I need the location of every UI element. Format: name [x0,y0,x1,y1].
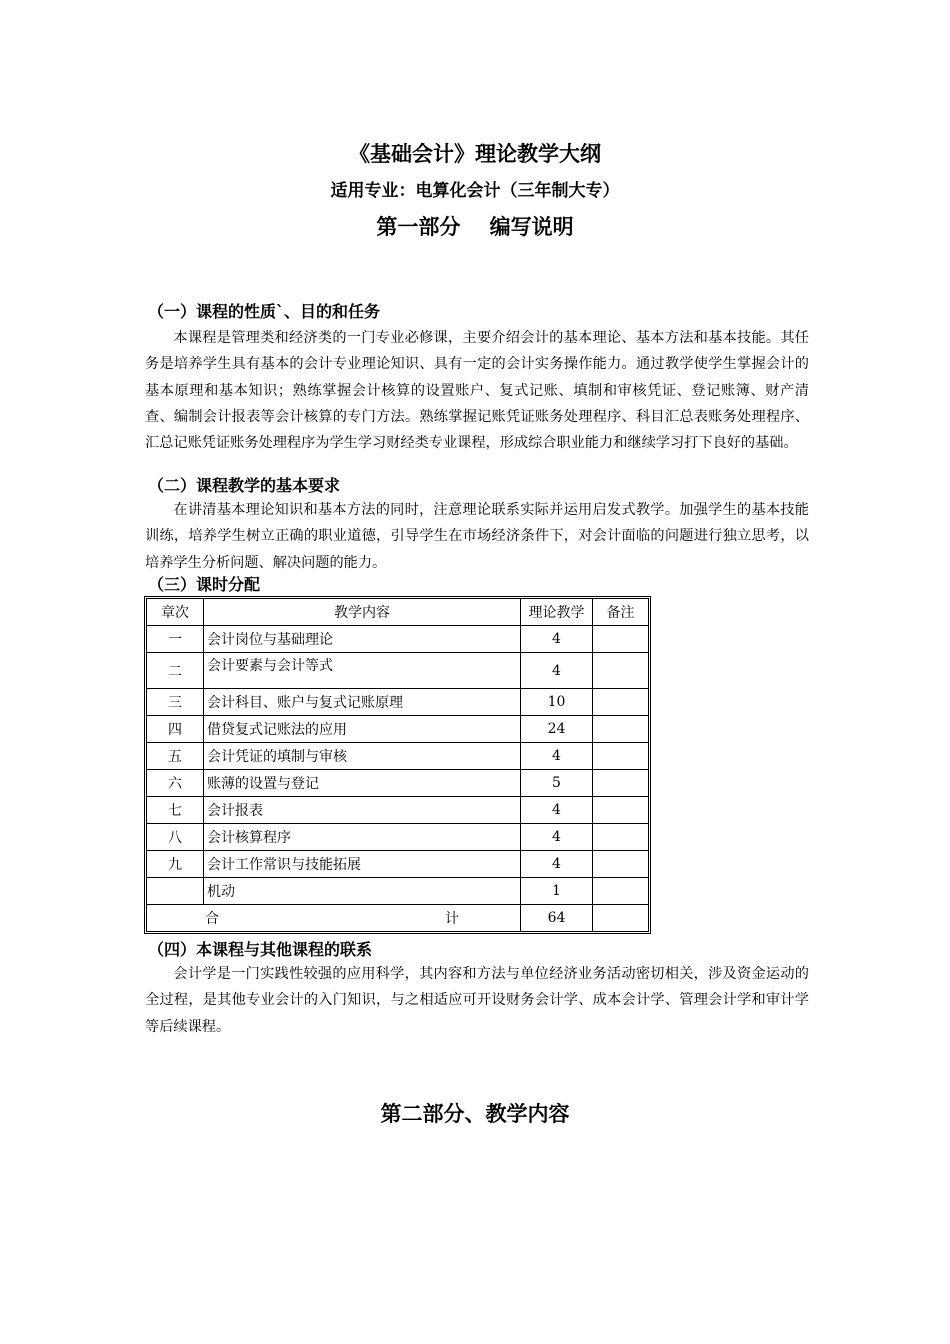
table-row [147,851,649,878]
row-theory: 4 [521,743,593,770]
section-3-heading: （三）课时分配 [148,575,261,594]
total-label-right: 计 [445,911,459,927]
row-content: 会计科目、账户与复式记账原理 [204,689,521,716]
row-note [593,851,649,878]
row-note [593,626,649,653]
row-theory: 4 [521,653,593,689]
row-content: 会计要素与会计等式 [204,653,521,689]
part-two-title: 第二部分、教学内容 [380,1102,570,1126]
section-1-heading: （一）课程的性质`、目的和任务 [148,302,381,321]
row-chapter: 六 [147,770,204,797]
row-note [593,797,649,824]
document-title: 《基础会计》理论教学大纲 [349,142,601,166]
row-theory: 4 [521,824,593,851]
row-theory: 4 [521,797,593,824]
row-chapter: 九 [147,851,204,878]
row-content: 会计工作常识与技能拓展 [204,851,521,878]
table-row [147,626,649,653]
header-content: 教学内容 [204,599,521,626]
applicable-major: 适用专业：电算化会计（三年制大专） [330,181,620,201]
table-total-row [147,905,649,932]
row-content: 账薄的设置与登记 [204,770,521,797]
row-note [593,824,649,851]
row-chapter: 四 [147,716,204,743]
row-note [593,653,649,689]
total-label-left: 合 [205,911,219,927]
total-label-cell [147,905,521,932]
row-chapter: 五 [147,743,204,770]
table-row [147,770,649,797]
table-row [147,653,649,689]
table-row [147,878,649,905]
section-4-heading: （四）本课程与其他课程的联系 [148,940,373,959]
table-header-row [147,599,649,626]
table-row [147,797,649,824]
row-content: 会计凭证的填制与审核 [204,743,521,770]
part-one-title: 第一部分 编写说明 [376,215,574,239]
row-chapter: 七 [147,797,204,824]
row-note [593,689,649,716]
row-theory: 4 [521,851,593,878]
table-row [147,716,649,743]
row-note [593,716,649,743]
row-content: 会计核算程序 [204,824,521,851]
row-chapter: 二 [147,653,204,689]
row-theory: 5 [521,770,593,797]
total-note [593,905,649,932]
section-4-body: 会计学是一门实践性较强的应用科学，其内容和方法与单位经济业务活动密切相关，涉及资金运动的全过程，是其他专业会计的入门知识，与之相适应可开设财务会计学、成本会计学、管理会计学和审计学等后续课程。 [145,966,809,1035]
row-theory: 24 [521,716,593,743]
row-note [593,743,649,770]
row-chapter [147,878,204,905]
row-content: 借贷复式记账法的应用 [204,716,521,743]
row-chapter: 一 [147,626,204,653]
row-theory: 4 [521,626,593,653]
table-row [147,824,649,851]
header-note: 备注 [593,599,649,626]
row-chapter: 三 [147,689,204,716]
section-2-body: 在讲清基本理论知识和基本方法的同时，注意理论联系实际并运用启发式教学。加强学生的基本技能训练，培养学生树立正确的职业道德，引导学生在市场经济条件下，对会计面临的问题进行独立思考，以培养学生分析问题、解决问题的能力。 [145,502,809,571]
section-2-heading: （二）课程教学的基本要求 [148,476,341,495]
row-note [593,770,649,797]
row-theory: 10 [521,689,593,716]
row-chapter: 八 [147,824,204,851]
class-hours-table [146,598,649,932]
row-content: 会计岗位与基础理论 [204,626,521,653]
header-chapter: 章次 [147,599,204,626]
section-1-body: 本课程是管理类和经济类的一门专业必修课，主要介绍会计的基本理论、基本方法和基本技能。其任务是培养学生具有基本的会计专业理论知识、具有一定的会计实务操作能力。通过教学使学生掌握会计的基本原理和基本知识；熟练掌握会计核算的设置账户、复式记账、填制和审核凭证、登记账簿、财产清查、编制会计报表等会计核算的专门方法。熟练掌握记账凭证账务处理程序、科目汇总表账务处理程序、汇总记账凭证账务处理程序为学生学习财经类专业课程，形成综合职业能力和继续学习打下良好的基础。 [145,330,809,452]
table-row [147,743,649,770]
table-row [147,689,649,716]
row-theory: 1 [521,878,593,905]
total-theory: 64 [521,905,593,932]
row-content: 会计报表 [204,797,521,824]
header-theory: 理论教学 [521,599,593,626]
row-content: 机动 [204,878,521,905]
row-note [593,878,649,905]
